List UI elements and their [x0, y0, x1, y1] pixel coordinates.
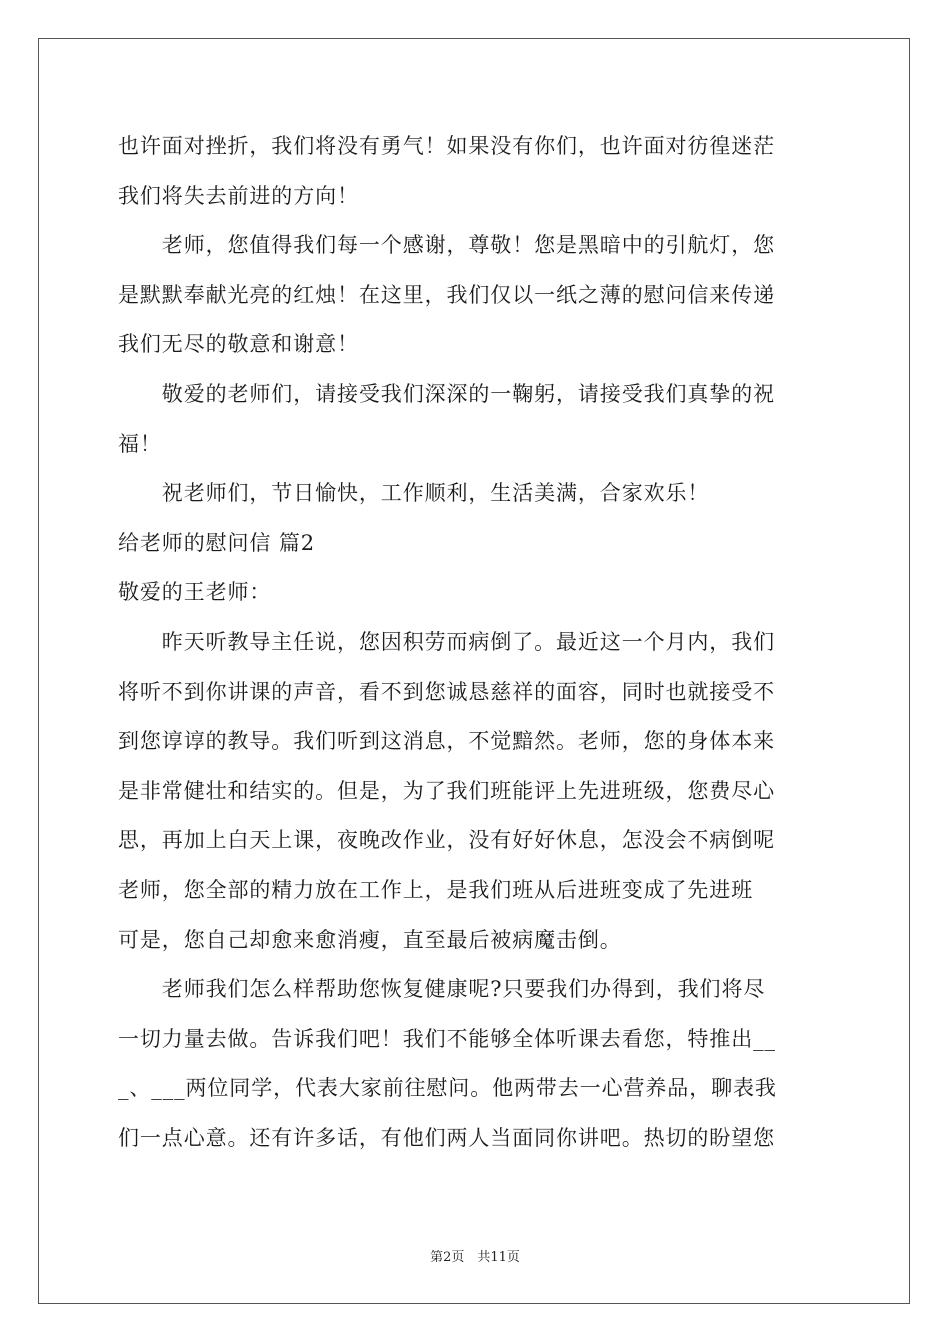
section-heading: 给老师的慰问信 篇2 [118, 530, 316, 555]
text-line: _、___两位同学，代表大家前往慰问。他两带去一心营养品，聊表我 [118, 1076, 777, 1101]
text-line: 是非常健壮和结实的。但是，为了我们班能评上先进班级，您费尽心 [118, 778, 775, 803]
text-line: 老师，您全部的精力放在工作上，是我们班从后进班变成了先进班 [118, 877, 754, 902]
text-line: 思，再加上白天上课，夜晚改作业，没有好好休息，怎没会不病倒呢 [118, 828, 775, 853]
text-line: 是默默奉献光亮的红烛！在这里，我们仅以一纸之薄的慰问信来传递 [118, 282, 775, 307]
text-line: 我们无尽的敬意和谢意！ [118, 332, 359, 357]
text-line: 我们将失去前进的方向！ [118, 183, 359, 208]
page-number-footer: 第2页 共11页 [430, 1250, 520, 1265]
text-line: 福！ [118, 431, 162, 456]
text-line: 将听不到你讲课的声音，看不到您诚恳慈祥的面容，同时也就接受不 [118, 679, 775, 704]
text-line: 老师，您值得我们每一个感谢，尊敬！您是黑暗中的引航灯，您 [118, 233, 775, 258]
text-line: 一切力量去做。告诉我们吧！我们不能够全体听课去看您，特推出__ [118, 1026, 776, 1051]
text-line: 昨天听教导主任说，您因积劳而病倒了。最近这一个月内，我们 [118, 629, 775, 654]
text-line: 也许面对挫折，我们将没有勇气！如果没有你们，也许面对彷徨迷茫 [118, 134, 775, 158]
text-line: 到您谆谆的教导。我们听到这消息，不觉黯然。老师，您的身体本来 [118, 729, 775, 754]
document-body [118, 122, 834, 1163]
text-line: 敬爱的老师们，请接受我们深深的一鞠躬，请接受我们真挚的祝 [118, 381, 775, 406]
salutation: 敬爱的王老师： [118, 580, 272, 605]
text-line: 们一点心意。还有许多话，有他们两人当面同你讲吧。热切的盼望您 [118, 1125, 775, 1150]
text-line: 老师我们怎么样帮助您恢复健康呢?只要我们办得到，我们将尽 [118, 977, 766, 1002]
text-line: 祝老师们，节日愉快，工作顺利，生活美满，合家欢乐！ [118, 481, 710, 506]
text-line: 可是，您自己却愈来愈消瘦，直至最后被病魔击倒。 [118, 927, 622, 952]
